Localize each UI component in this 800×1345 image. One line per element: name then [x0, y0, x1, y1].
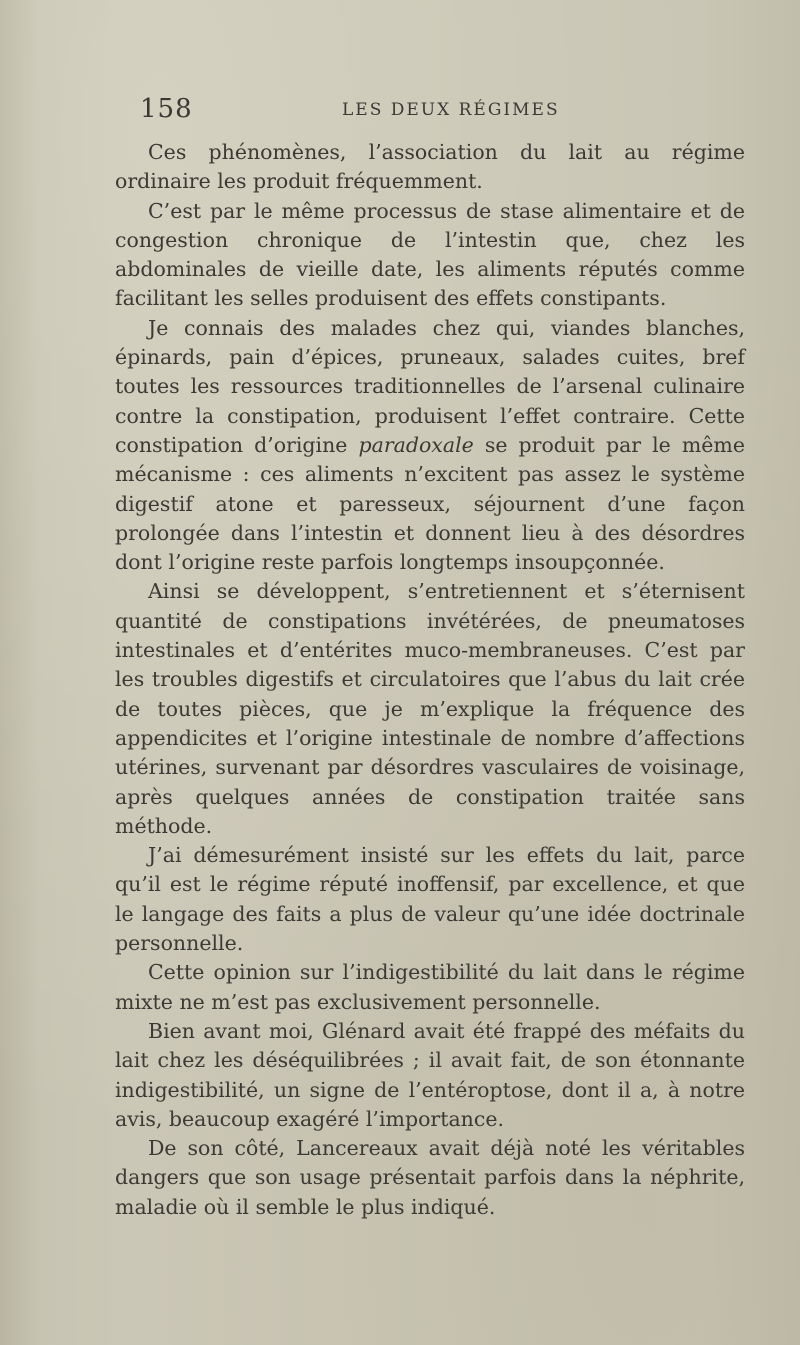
emphasized-word: paradoxale — [358, 432, 474, 457]
paragraph: Ainsi se développent, s’entretiennent et s’éternisent quantité de constipations invétérées, de pneumatoses intestinales et d’entérites muco-membraneuses. C’est par les troubles digestifs et circulatoires que l’abus du lait crée de toutes pièces, que je m’explique la fréquence des appendicites et l’origine intestinale de nombre d’affections utérines, survenant par désordres vasculaires de voisinage, après quelques années de constipation traitée sans méthode. — [115, 579, 745, 838]
paragraph-text: se produit par le même mécanisme : ces aliments n’excitent pas assez le système digestif atone et paresseux, séjournent d’une façon prolongée dans l’intestin et donnent lieu à des désordres dont l’origine reste parfois longtemps insoupçonnée. — [115, 432, 745, 575]
page-number: 158 — [140, 94, 193, 124]
running-head: LES DEUX RÉGIMES — [342, 100, 560, 120]
body-text — [115, 138, 745, 1222]
paragraph: C’est par le même processus de stase alimentaire et de congestion chronique de l’intestin que, chez les abdominales de vieille date, les aliments réputés comme facilitant les selles produisent des effets constipants. — [115, 198, 745, 311]
paragraph: Ces phénomènes, l’association du lait au régime ordinaire les produit fréquemment. — [115, 140, 745, 194]
paragraph: Cette opinion sur l’indigestibilité du lait dans le régime mixte ne m’est pas exclusivement personnelle. — [115, 960, 745, 1014]
page-header — [140, 92, 740, 132]
paragraph: De son côté, Lancereaux avait déjà noté les véritables dangers que son usage présentait parfois dans la néphrite, maladie où il semble le plus indiqué. — [115, 1136, 745, 1219]
paragraph — [115, 314, 745, 578]
paragraph-text: Je connais des malades chez qui, viandes blanches, épinards, pain d’épices, pruneaux, salades cuites, bref toutes les ressources traditionnelles de l’arsenal culinaire contre la constipation, produisent l’effet contraire. Cette constipation d’origine — [115, 315, 745, 457]
paragraph: Bien avant moi, Glénard avait été frappé des méfaits du lait chez les déséquilibrées ; il avait fait, de son étonnante indigestibilité, un signe de l’entéroptose, dont il a, à notre avis, beaucoup exagéré l’importance. — [115, 1018, 745, 1131]
paragraph: J’ai démesurément insisté sur les effets du lait, parce qu’il est le régime réputé inoffensif, par excellence, et que le langage des faits a plus de valeur qu’une idée doctrinale personnelle. — [115, 843, 745, 956]
